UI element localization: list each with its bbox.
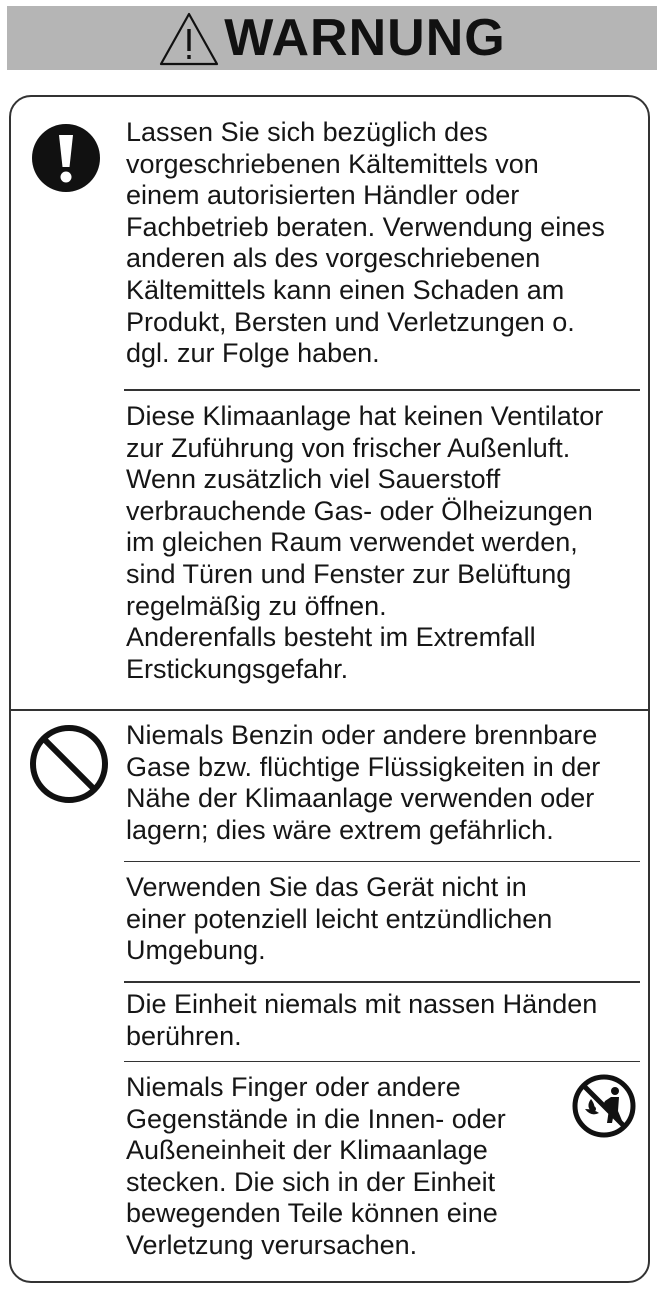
divider: [124, 981, 640, 983]
warning-title: WARNUNG: [224, 9, 506, 67]
warning-text-flammable-storage: Niemals Benzin oder andere brennbare Gase bzw. flüchtige Flüssigkeiten in der Nähe der Klimaanlage verwenden oder lagern; dies wäre extrem gefährlich.: [126, 720, 601, 845]
warning-text-refrigerant: Lassen Sie sich bezüglich des vorgeschriebenen Kältemittels von einem autorisierten Händler oder Fachbetrieb beraten. Verwendung eines anderen als des vorgeschriebenen Kältemittels kann einen Schaden am Produkt, Bersten und Verletzungen o. dgl. zur Folge haben.: [126, 117, 605, 369]
divider: [124, 1061, 640, 1062]
prohibition-icon: [29, 724, 109, 804]
warning-triangle-icon: [158, 11, 220, 67]
divider: [124, 389, 640, 391]
warning-text-wet-hands: Die Einheit niemals mit nassen Händen berühren.: [126, 989, 598, 1051]
warning-box: [9, 95, 650, 1283]
warning-header-content: [158, 9, 505, 67]
warning-text-moving-parts: Niemals Finger oder andere Gegenstände in die Innen- oder Außeneinheit der Klimaanlage stecken. Die sich in der Einheit bewegenden Teile können eine Verletzung verursachen.: [126, 1072, 506, 1260]
divider: [124, 861, 640, 862]
warning-text-flammable-environment: Verwenden Sie das Gerät nicht in einer potenziell leicht entzündlichen Umgebung.: [126, 872, 553, 966]
warning-text-ventilation: Diese Klimaanlage hat keinen Ventilator zur Zuführung von frischer Außenluft. Wenn zusätzlich viel Sauerstoff verbrauchende Gas- oder Ölheizungen im gleichen Raum verwendet werden, sind Türen und Fenster zur Belüftung regelmäßig zu öffnen. Anderenfalls besteht im Extremfall Erstickungsgefahr.: [126, 401, 604, 684]
no-fingers-in-fan-icon: [571, 1073, 637, 1139]
warning-header: [7, 6, 657, 70]
exclamation-mandatory-icon: [31, 123, 101, 193]
divider: [11, 709, 648, 711]
